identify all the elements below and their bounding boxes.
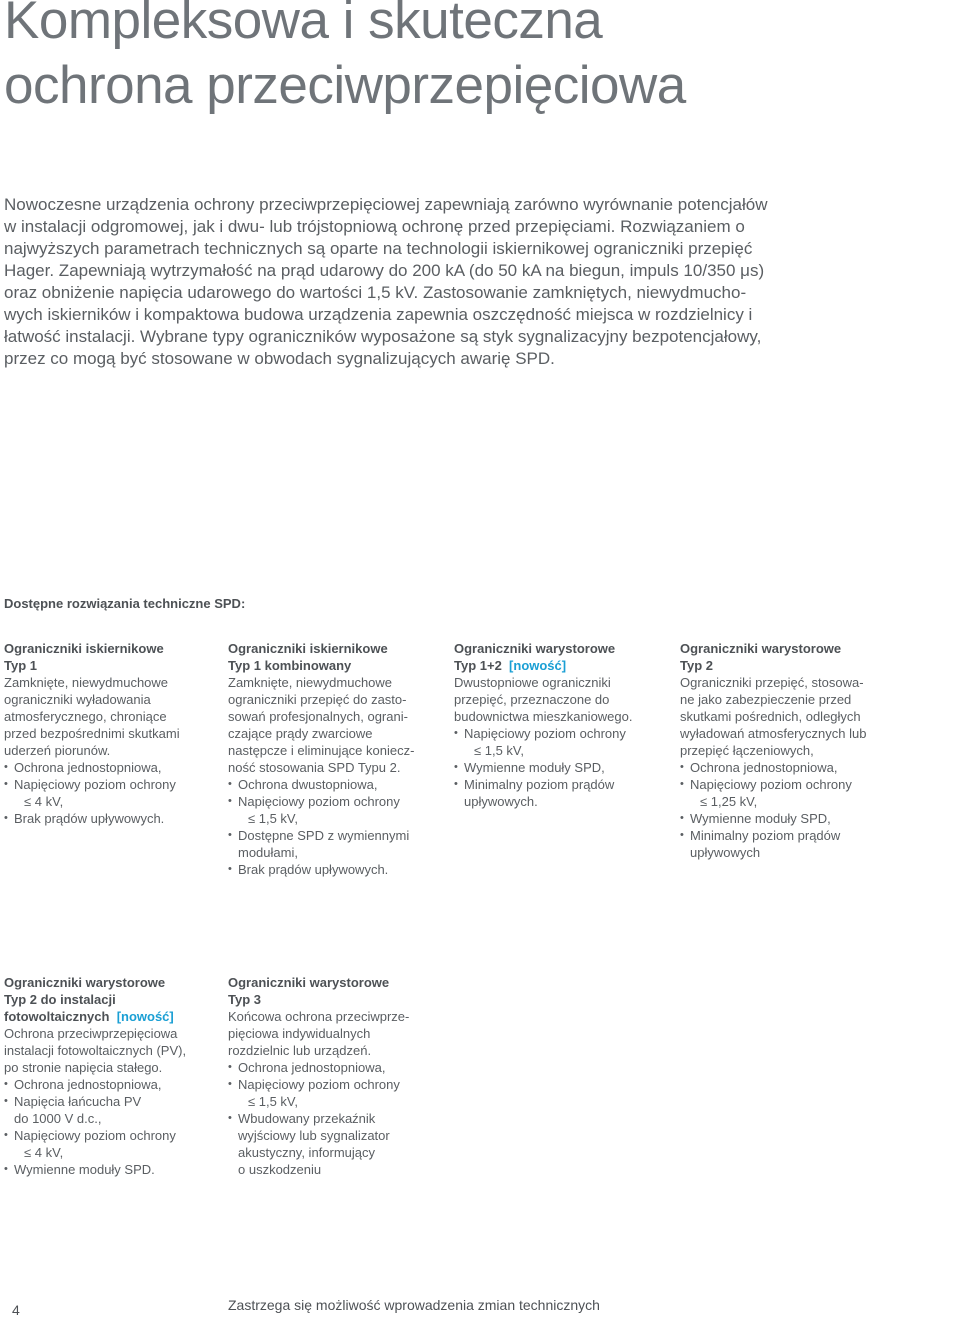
product-type: Typ 2 bbox=[680, 658, 713, 673]
feature-list bbox=[4, 1076, 218, 1178]
product-type-row bbox=[4, 1008, 218, 1025]
new-badge: [nowość] bbox=[116, 1009, 174, 1024]
product-desc-line: następcze i eliminujące koniecz- bbox=[228, 743, 415, 758]
feature-item bbox=[228, 1076, 442, 1110]
footer-note: Zastrzega się możliwość wprowadzenia zmian technicznych bbox=[228, 1297, 600, 1313]
feature-text: • Wbudowany przekaźnik bbox=[238, 1111, 376, 1126]
product-desc-line: uderzeń piorunów. bbox=[4, 743, 111, 758]
product-desc-line: skutkami pośrednich, odległych bbox=[680, 709, 861, 724]
page-title-line: Kompleksowa i skuteczna bbox=[4, 0, 603, 50]
product-type: Typ 1 kombinowany bbox=[228, 658, 352, 673]
product-desc-line: Ograniczniki przepięć, stosowa- bbox=[680, 675, 864, 690]
product-desc-line: przepięć, przeznaczone do bbox=[454, 692, 610, 707]
feature-text: • Ochrona jednostopniowa, bbox=[238, 1060, 386, 1075]
product-heading: Ograniczniki warystorowe bbox=[680, 641, 842, 656]
feature-text: • Brak prądów upływowych. bbox=[238, 862, 389, 877]
page-title-line: ochrona przeciwprzepięciowa bbox=[4, 56, 686, 115]
feature-text: ≤ 1,5 kV, bbox=[248, 811, 299, 826]
product-type: fotowoltaicznych bbox=[4, 1009, 110, 1024]
feature-text: ≤ 4 kV, bbox=[24, 794, 64, 809]
feature-item bbox=[4, 1127, 218, 1161]
feature-item bbox=[4, 1093, 218, 1127]
feature-text: • Wymienne moduły SPD, bbox=[690, 811, 831, 826]
feature-text: • Ochrona jednostopniowa, bbox=[690, 760, 838, 775]
feature-text: • Wymienne moduły SPD, bbox=[464, 760, 605, 775]
product-desc-line: przed bezpośrednimi skutkami bbox=[4, 726, 180, 741]
feature-item bbox=[4, 759, 218, 776]
feature-text: • Napięciowy poziom ochrony bbox=[238, 1077, 400, 1092]
feature-item bbox=[680, 776, 894, 810]
feature-item bbox=[4, 810, 218, 827]
feature-text: • Minimalny poziom prądów bbox=[464, 777, 615, 792]
intro-line: przez co mogą być stosowane w obwodach sygnalizujących awarię SPD. bbox=[4, 349, 555, 368]
product-desc-line: Dwustopniowe ograniczniki bbox=[454, 675, 611, 690]
feature-item bbox=[454, 776, 668, 810]
product-desc-line: Ochrona przeciwprzepięciowa bbox=[4, 1026, 178, 1041]
feature-text: • Napięciowy poziom ochrony bbox=[464, 726, 626, 741]
page-title bbox=[4, 0, 686, 118]
product-heading: Ograniczniki iskiernikowe bbox=[228, 641, 388, 656]
product-desc-line: ograniczniki wyładowania bbox=[4, 692, 151, 707]
feature-item bbox=[680, 759, 894, 776]
product-column bbox=[680, 640, 894, 861]
product-heading: Ograniczniki iskiernikowe bbox=[4, 641, 164, 656]
feature-text: • Napięciowy poziom ochrony bbox=[690, 777, 852, 792]
feature-item bbox=[228, 1110, 442, 1178]
intro-line: oraz obniżenie napięcia udarowego do wartości 1,5 kV. Zastosowanie zamkniętych, niewydmucho- bbox=[4, 283, 747, 302]
product-desc-line: sowań profesjonalnych, ograni- bbox=[228, 709, 408, 724]
product-column bbox=[454, 640, 668, 810]
product-desc-line: Końcowa ochrona przeciwprze- bbox=[228, 1009, 410, 1024]
feature-list bbox=[4, 759, 218, 827]
feature-list bbox=[454, 725, 668, 810]
product-desc-line: budownictwa mieszkaniowego. bbox=[454, 709, 633, 724]
feature-text: • Ochrona dwustopniowa, bbox=[238, 777, 378, 792]
feature-item bbox=[680, 827, 894, 861]
product-desc-line: ne jako zabezpieczenie przed bbox=[680, 692, 852, 707]
intro-line: w instalacji odgromowej, jak i dwu- lub trójstopniową ochronę przed przepięciami. Rozwiązaniem o bbox=[4, 217, 745, 236]
product-heading: Ograniczniki warystorowe bbox=[4, 975, 166, 990]
product-column bbox=[228, 640, 442, 878]
feature-item bbox=[228, 776, 442, 793]
feature-item bbox=[4, 1161, 218, 1178]
feature-text: upływowych. bbox=[464, 794, 538, 809]
product-heading: Ograniczniki warystorowe bbox=[454, 641, 616, 656]
product-heading: Ograniczniki warystorowe bbox=[228, 975, 390, 990]
feature-text: • Brak prądów upływowych. bbox=[14, 811, 165, 826]
product-desc-line: po stronie napięcia stałego. bbox=[4, 1060, 163, 1075]
product-type-row bbox=[454, 657, 668, 674]
feature-item bbox=[4, 776, 218, 810]
feature-text: wyjściowy lub sygnalizator bbox=[238, 1128, 390, 1143]
product-column bbox=[228, 974, 442, 1178]
intro-paragraph bbox=[4, 194, 904, 370]
intro-line: wych iskierników i kompaktowa budowa urządzenia zapewnia oszczędność miejsca w rozdzielnicy i bbox=[4, 305, 753, 324]
feature-text: ≤ 4 kV, bbox=[24, 1145, 64, 1160]
product-type: Typ 1+2 bbox=[454, 658, 502, 673]
feature-text: • Napięcia łańcucha PV bbox=[14, 1094, 142, 1109]
product-desc-line: ograniczniki przepięć do zasto- bbox=[228, 692, 407, 707]
product-desc-line: rozdzielnic lub urządzeń. bbox=[228, 1043, 372, 1058]
product-desc-line: Zamknięte, niewydmuchowe bbox=[228, 675, 393, 690]
product-desc-line: przepięć łączeniowych, bbox=[680, 743, 814, 758]
feature-item bbox=[228, 827, 442, 861]
product-desc-line: instalacji fotowoltaicznych (PV), bbox=[4, 1043, 187, 1058]
product-column bbox=[4, 640, 218, 827]
new-badge: [nowość] bbox=[509, 658, 567, 673]
feature-list bbox=[680, 759, 894, 861]
feature-item bbox=[228, 1059, 442, 1076]
product-type: Typ 2 do instalacji bbox=[4, 992, 116, 1007]
feature-text: do 1000 V d.c., bbox=[14, 1111, 102, 1126]
intro-line: Nowoczesne urządzenia ochrony przeciwprzepięciowej zapewniają zarówno wyrównanie potencjałów bbox=[4, 195, 768, 214]
feature-text: • Napięciowy poziom ochrony bbox=[14, 777, 176, 792]
feature-item bbox=[4, 1076, 218, 1093]
feature-text: • Ochrona jednostopniowa, bbox=[14, 760, 162, 775]
feature-text: • Napięciowy poziom ochrony bbox=[238, 794, 400, 809]
feature-item bbox=[228, 793, 442, 827]
feature-item bbox=[680, 810, 894, 827]
feature-text: ≤ 1,25 kV, bbox=[700, 794, 758, 809]
feature-text: akustyczny, informujący bbox=[238, 1145, 376, 1160]
page-number: 4 bbox=[12, 1302, 20, 1318]
feature-list bbox=[228, 776, 442, 878]
product-desc-line: wyładowań atmosferycznych lub bbox=[680, 726, 867, 741]
feature-text: • Minimalny poziom prądów bbox=[690, 828, 841, 843]
section-heading: Dostępne rozwiązania techniczne SPD: bbox=[4, 596, 246, 611]
product-desc-line: ność stosowania SPD Typu 2. bbox=[228, 760, 401, 775]
product-desc-line: Zamknięte, niewydmuchowe bbox=[4, 675, 169, 690]
intro-line: Hager. Zapewniają wytrzymałość na prąd udarowy do 200 kA (do 50 kA na biegun, impuls 10/350 μs) bbox=[4, 261, 765, 280]
intro-line: najwyższych parametrach technicznych są oparte na technologii iskiernikowej ograniczniki przepięć bbox=[4, 239, 753, 258]
feature-text: • Wymienne moduły SPD. bbox=[14, 1162, 155, 1177]
feature-text: upływowych bbox=[690, 845, 761, 860]
feature-list bbox=[228, 1059, 442, 1178]
feature-text: • Dostępne SPD z wymiennymi bbox=[238, 828, 410, 843]
feature-item bbox=[454, 759, 668, 776]
feature-text: ≤ 1,5 kV, bbox=[474, 743, 525, 758]
feature-text: o uszkodzeniu bbox=[238, 1162, 322, 1177]
product-desc-line: pięciowa indywidualnych bbox=[228, 1026, 371, 1041]
feature-text: • Napięciowy poziom ochrony bbox=[14, 1128, 176, 1143]
product-type: Typ 3 bbox=[228, 992, 261, 1007]
feature-text: modułami, bbox=[238, 845, 298, 860]
product-type: Typ 1 bbox=[4, 658, 37, 673]
feature-item bbox=[454, 725, 668, 759]
feature-text: • Ochrona jednostopniowa, bbox=[14, 1077, 162, 1092]
feature-text: ≤ 1,5 kV, bbox=[248, 1094, 299, 1109]
product-column bbox=[4, 974, 218, 1178]
product-desc-line: czające prądy zwarciowe bbox=[228, 726, 373, 741]
feature-item bbox=[228, 861, 442, 878]
product-desc-line: atmosferycznego, chroniące bbox=[4, 709, 167, 724]
intro-line: łatwość instalacji. Wybrane typy ograniczników wyposażone są styk sygnalizacyjny bezpotencjałowy, bbox=[4, 327, 762, 346]
